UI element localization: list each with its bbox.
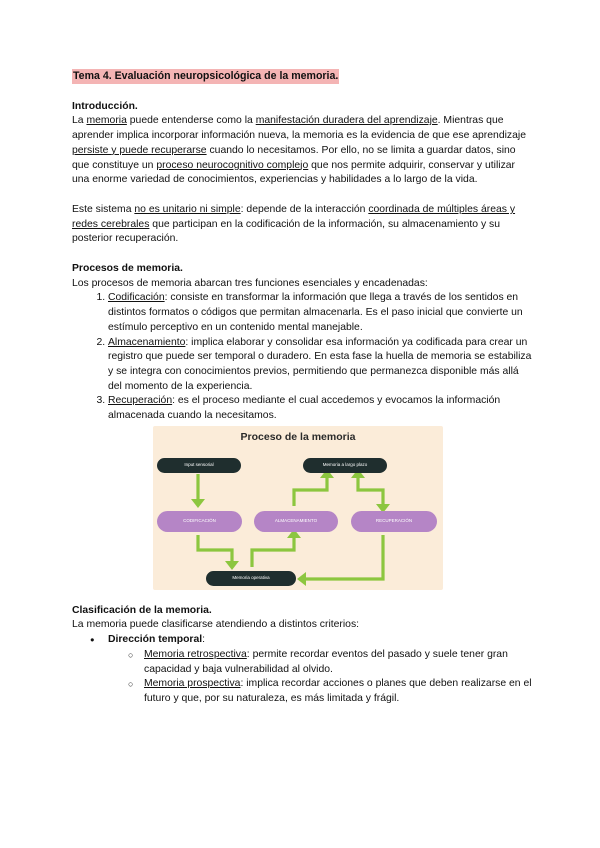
arrow-recuperacion-to-operativa [304,535,383,579]
diagram-arrows [153,426,443,590]
intro-paragraph-2: Este sistema no es unitario ni simple: depende de la interacción coordinada de múltiples áreas y redes cerebrales que participan en la codificación de la información, su almacenamiento y su posterior recuperación. [72,203,516,245]
clasificacion-heading: Clasificación de la memoria. [72,604,212,616]
document-page [72,69,532,707]
list-item: 2. Almacenamiento: implica elaborar y consolidar esa información ya codificada para crear un registro que puede ser temporal o duradero. En esta fase la huella de memoria se estabiliza y se integra con conocimientos previos, permitiendo que permanezca disponible más allá del momento de la experiencia. [108,336,532,395]
list-item: ○ Memoria retrospectiva: permite recordar eventos del pasado y suele tener gran capacidad y baja vulnerabilidad al olvido. [144,648,532,677]
arrowhead [297,572,306,586]
clasificacion-list [72,633,532,707]
node-memoria-operativa: Memoria operativa [206,571,296,586]
node-memoria-largo-plazo: Memoria a largo plazo [303,458,387,473]
procesos-list [72,291,532,423]
arrowhead [225,561,239,570]
clasificacion-lead: La memoria puede clasificarse atendiendo a distintos criterios: [72,619,360,631]
list-item: 1. Codificación: consiste en transformar la información que llega a través de los sentidos en distintos formatos o códigos que permitan almacenarla. Es el paso inicial que convierte un estímulo perceptivo en un contenido mental manejable. [108,291,532,335]
arrow-operativa-to-almacenamiento [252,536,294,567]
document-title: Tema 4. Evaluación neuropsicológica de la memoria. [73,70,339,82]
node-recuperacion: RECUPERACIÓN [351,511,437,532]
node-almacenamiento: ALMACENAMIENTO [254,511,338,532]
procesos-heading: Procesos de memoria. [72,263,183,275]
list-item: ● Dirección temporal: ○ Memoria retrospectiva: permite recordar eventos del pasado y suele tener gran capacidad y baja vulnerabilidad al olvido. ○ Memoria prospectiva: implica recordar acciones o planes que deben realizarse en el futuro y que, por su naturaleza, es más limitada y frágil. [72,633,532,707]
intro-heading: Introducción. [72,100,138,112]
diagram-title: Proceso de la memoria [240,430,356,443]
list-item: ○ Memoria prospectiva: implica recordar acciones o planes que deben realizarse en el futuro y que, por su naturaleza, es más limitada y frágil. [144,677,532,706]
memory-process-diagram [153,426,443,590]
procesos-lead: Los procesos de memoria abarcan tres funciones esenciales y encadenadas: [72,277,428,289]
node-input-sensorial: Input sensorial [157,458,241,473]
arrowhead [191,499,205,508]
arrow-codificacion-to-operativa [198,535,232,564]
node-codificacion: CODIFICACIÓN [157,511,242,532]
sub-list [108,648,532,707]
arrow-largo-recuperacion [358,476,383,506]
intro-paragraph-1: La memoria puede entenderse como la manifestación duradera del aprendizaje. Mientras que aprender implica incorporar información nueva, la memoria es la evidencia de que ese aprendizaje persiste y puede recuperarse cuando lo necesitamos. Por ello, no se limita a guardar datos, sino que constituye un proceso neurocognitivo complejo que nos permite adquirir, conservar y utilizar una enorme variedad de conocimientos, experiencias y habilidades a lo largo de la vida. [72,115,526,186]
arrow-almacenamiento-to-largo [294,476,327,506]
list-item: 3. Recuperación: es el proceso mediante el cual accedemos y evocamos la información almacenada cuando la necesitamos. [108,394,532,423]
